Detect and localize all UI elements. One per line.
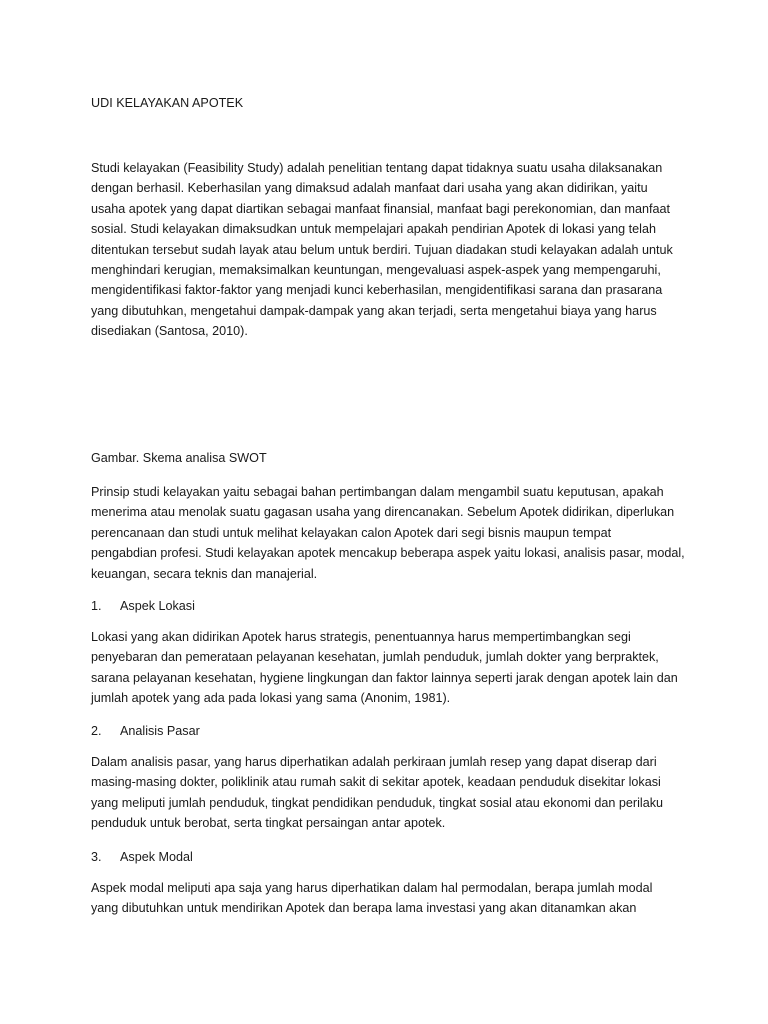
paragraph-line: penduduk untuk berobat, serta tingkat persaingan antar apotek. xyxy=(91,816,446,831)
section-number: 2. xyxy=(91,724,102,738)
figure-caption: Gambar. Skema analisa SWOT xyxy=(91,451,267,465)
paragraph-line: yang dibutuhkan, mengetahui dampak-dampak yang akan terjadi, serta mengetahui biaya yang harus xyxy=(91,303,657,318)
paragraph-line: mengidentifikasi faktor-faktor yang menjadi kunci keberhasilan, mengidentifikasi sarana dan prasarana xyxy=(91,283,663,298)
paragraph-line: keuangan, secara teknis dan manajerial. xyxy=(91,566,318,581)
section-heading: Analisis Pasar xyxy=(120,724,200,738)
paragraph-line: usaha apotek yang dapat diartikan sebagai manfaat finansial, manfaat bagi perekonomian, dan manfaat xyxy=(91,201,671,216)
paragraph-line: Prinsip studi kelayakan yaitu sebagai bahan pertimbangan dalam mengambil suatu keputusan, apakah xyxy=(91,485,664,499)
section-heading: Aspek Modal xyxy=(120,850,193,864)
section-heading-lokasi xyxy=(91,598,195,614)
paragraph-line: Dalam analisis pasar, yang harus diperhatikan adalah perkiraan jumlah resep yang dapat diserap dari xyxy=(91,755,657,769)
section-heading-pasar xyxy=(91,723,200,739)
paragraph-line: menerima atau menolak suatu gagasan usaha yang direncanakan. Sebelum Apotek didirikan, diperlukan xyxy=(91,505,675,520)
paragraph-line: masing-masing dokter, poliklinik atau rumah sakit di sekitar apotek, keadaan penduduk disekitar lokasi xyxy=(91,775,661,790)
paragraph-line: dengan berhasil. Keberhasilan yang dimaksud adalah manfaat dari usaha yang akan didirikan, yaitu xyxy=(91,181,648,196)
paragraph-line: disediakan (Santosa, 2010). xyxy=(91,324,248,339)
paragraph-line: jumlah apotek yang ada pada lokasi yang sama (Anonim, 1981). xyxy=(91,691,451,706)
section-paragraph-lokasi xyxy=(91,627,678,709)
paragraph-line: menghindari kerugian, memaksimalkan keuntungan, mengevaluasi aspek-aspek yang mempengaruhi, xyxy=(91,262,661,277)
paragraph-line: sosial. Studi kelayakan dimaksudkan untuk mempelajari apakah pendirian Apotek di lokasi yang telah xyxy=(91,222,656,237)
principle-paragraph xyxy=(91,482,685,584)
paragraph-line: pengabdian profesi. Studi kelayakan apotek mencakup beberapa aspek yaitu lokasi, analisis pasar, modal, xyxy=(91,546,685,561)
paragraph-line: perencanaan dan studi untuk melihat kelayakan calon Apotek dari segi bisnis maupun tempat xyxy=(91,525,612,540)
intro-paragraph xyxy=(91,158,673,342)
section-number: 1. xyxy=(91,599,102,613)
section-paragraph-pasar xyxy=(91,752,663,834)
paragraph-line: ditentukan tersebut sudah layak atau belum untuk berdiri. Tujuan diadakan studi kelayakan adalah untuk xyxy=(91,242,673,257)
section-number: 3. xyxy=(91,850,102,864)
section-paragraph-modal xyxy=(91,878,652,919)
section-heading: Aspek Lokasi xyxy=(120,599,195,613)
paragraph-line: yang dibutuhkan untuk mendirikan Apotek dan berapa lama investasi yang akan ditanamkan akan xyxy=(91,901,637,916)
section-heading-modal xyxy=(91,849,193,865)
paragraph-line: Lokasi yang akan didirikan Apotek harus strategis, penentuannya harus mempertimbangkan segi xyxy=(91,630,631,644)
document-title: UDI KELAYAKAN APOTEK xyxy=(91,96,244,110)
paragraph-line: yang meliputi jumlah penduduk, tingkat pendidikan penduduk, tingkat sosial atau ekonomi dan perilaku xyxy=(91,795,663,810)
paragraph-line: penyebaran dan pemerataan pelayanan kesehatan, jumlah penduduk, jumlah dokter yang berpraktek, xyxy=(91,650,659,665)
paragraph-line: Studi kelayakan (Feasibility Study) adalah penelitian tentang dapat tidaknya suatu usaha dilaksanakan xyxy=(91,161,663,175)
paragraph-line: Aspek modal meliputi apa saja yang harus diperhatikan dalam hal permodalan, berapa jumlah modal xyxy=(91,881,653,895)
paragraph-line: sarana pelayanan kesehatan, hygiene lingkungan dan faktor lainnya seperti jarak dengan apotek lain dan xyxy=(91,670,678,685)
